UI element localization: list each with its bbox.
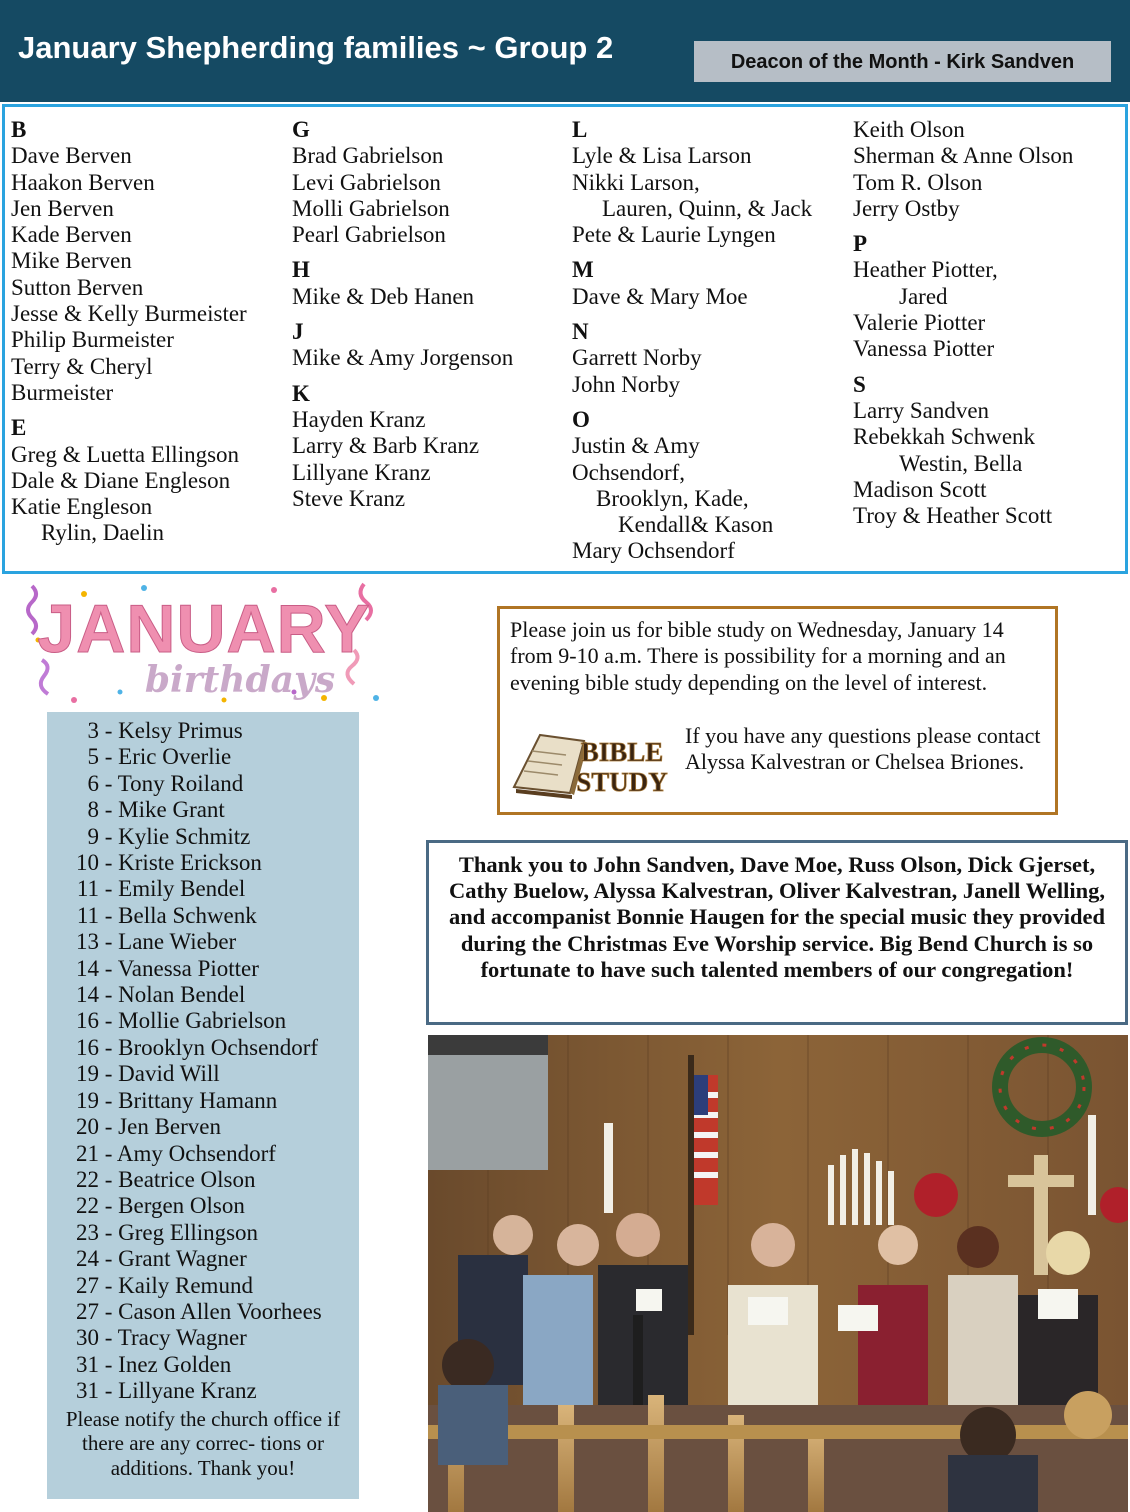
birthday-list-panel (47, 712, 359, 1499)
family-name: Lillyane Kranz (292, 459, 431, 485)
christmas-eve-singers-photo (428, 1035, 1128, 1512)
section-letter-g: G (292, 117, 310, 142)
birthday-name: - David Will (99, 1061, 220, 1087)
birthday-name: - Amy Ochsendorf (99, 1140, 276, 1166)
section-letter-k: K (292, 380, 310, 406)
family-name: Dale & Diane Engleson (11, 467, 231, 493)
birthday-list (47, 718, 359, 1405)
birthday-row (47, 1114, 359, 1140)
family-name-cont: Rylin, Daelin (41, 520, 165, 546)
family-name: Larry Sandven (853, 397, 990, 423)
birthday-row (47, 1378, 359, 1404)
birthday-day: 14 (76, 982, 99, 1008)
birthday-name: - Eric Overlie (99, 744, 232, 770)
section-letter-o: O (572, 406, 590, 432)
birthday-day: 10 (76, 850, 99, 876)
families-column-4 (853, 117, 1073, 529)
family-name: Nikki Larson, (572, 169, 700, 195)
birthday-name: - Lillyane Kranz (99, 1378, 257, 1404)
thank-you-box (426, 840, 1128, 1025)
family-name: Greg & Luetta Ellingson (11, 441, 240, 467)
birthday-row (47, 1008, 359, 1034)
family-list-e (11, 442, 247, 521)
birthday-name: - Kaily Remund (99, 1272, 253, 1298)
birthday-row (47, 929, 359, 955)
banner-subtitle: birthdays (144, 659, 336, 701)
birthday-name: - Mike Grant (99, 797, 225, 823)
birthday-day: 11 (76, 902, 99, 928)
family-name: Terry & Cheryl (11, 353, 153, 379)
birthday-day: 30 (76, 1325, 99, 1351)
family-name: Sutton Berven (11, 274, 144, 300)
birthday-day: 22 (76, 1193, 99, 1219)
family-name: Dave & Mary Moe (572, 283, 748, 309)
family-name: Heather Piotter, (853, 257, 998, 283)
section-letter-n: N (572, 319, 589, 345)
family-name: Pete & Laurie Lyngen (572, 222, 776, 248)
family-name: Mike & Amy Jorgenson (292, 345, 514, 371)
family-name: Sherman & Anne Olson (853, 143, 1074, 169)
birthday-row (47, 744, 359, 770)
bible-study-icon (510, 727, 672, 801)
thank-you-text: Thank you to John Sandven, Dave Moe, Russ Olson, Dick Gjerset, Cathy Buelow, Alyssa Kalvestran, Oliver Kalvestran, Janell Welling, and accompanist Bonnie Haugen for the special music they provided during the Christmas Eve Worship service. Big Bend Church is so fortunate to have such talented members of our congregation! (448, 852, 1106, 982)
family-name: Pearl Gabrielson (292, 222, 446, 248)
birthday-day: 3 (87, 718, 99, 743)
section-letter-j: J (292, 319, 304, 345)
family-name: Jen Berven (11, 195, 114, 221)
birthday-day: 20 (76, 1114, 99, 1140)
family-list-k (292, 407, 513, 512)
banner-title: JANUARY (37, 591, 371, 667)
family-list-h (292, 284, 513, 310)
section-letter-e: E (11, 415, 27, 441)
family-name: Philip Burmeister (11, 327, 174, 353)
birthday-day: 13 (76, 929, 99, 955)
birthday-note: Please notify the church office if there are any correc- tions or additions. Thank you! (65, 1406, 341, 1480)
birthday-row (47, 1246, 359, 1272)
birthday-name: - Bergen Olson (99, 1193, 245, 1219)
family-name: Vanessa Piotter (853, 336, 995, 362)
family-list-n (572, 345, 812, 398)
january-birthdays-banner (24, 580, 384, 710)
family-list-j (292, 345, 513, 371)
family-name-cont: Jared (899, 283, 948, 309)
family-name: Hayden Kranz (292, 406, 426, 432)
birthday-name: - Brooklyn Ochsendorf (99, 1034, 319, 1060)
family-name-cont: Lauren, Quinn, & Jack (602, 195, 813, 221)
header-banner (0, 0, 1130, 102)
birthday-day: 31 (76, 1378, 99, 1404)
birthday-row (47, 771, 359, 797)
birthday-day: 24 (76, 1246, 99, 1272)
families-column-1 (11, 117, 247, 547)
birthday-row (47, 903, 359, 929)
family-name: Dave Berven (11, 143, 132, 169)
birthday-row (47, 1061, 359, 1087)
birthday-day: 8 (87, 797, 99, 823)
family-name: Ochsendorf, (572, 459, 686, 485)
svg-text:STUDY: STUDY (576, 767, 668, 797)
family-name: Kade Berven (11, 222, 132, 248)
family-name: Jesse & Kelly Burmeister (11, 301, 247, 327)
birthday-name: - Tony Roiland (99, 770, 244, 796)
section-letter-l: L (572, 117, 588, 142)
birthday-day: 14 (76, 955, 99, 981)
family-name: Troy & Heather Scott (853, 503, 1053, 529)
birthday-row (47, 1088, 359, 1114)
page-title: January Shepherding families ~ Group 2 (18, 30, 614, 65)
family-name-cont: Kendall& Kason (618, 512, 774, 538)
family-name: Steve Kranz (292, 485, 406, 511)
family-name: Mary Ochsendorf (572, 538, 735, 564)
birthday-name: - Kelsy Primus (99, 718, 243, 743)
birthday-name: - Tracy Wagner (99, 1325, 247, 1351)
family-name: Burmeister (11, 379, 114, 405)
birthday-name: - Brittany Hamann (99, 1087, 278, 1113)
families-column-3 (572, 117, 812, 565)
birthday-day: 23 (76, 1219, 99, 1245)
birthday-row (47, 1325, 359, 1351)
family-name: Katie Engleson (11, 494, 153, 520)
birthday-day: 27 (76, 1272, 99, 1298)
birthday-day: 21 (76, 1140, 99, 1166)
family-list-o-cont (853, 117, 1073, 222)
family-name: Valerie Piotter (853, 310, 986, 336)
birthday-name: - Lane Wieber (99, 929, 237, 955)
birthday-name: - Cason Allen Voorhees (99, 1298, 322, 1324)
birthday-row (47, 797, 359, 823)
family-name: Garrett Norby (572, 345, 702, 371)
birthday-row (47, 1352, 359, 1378)
family-name: Jerry Ostby (853, 195, 960, 221)
family-name: Mike Berven (11, 248, 132, 274)
family-name: John Norby (572, 371, 680, 397)
birthday-day: 9 (87, 823, 99, 849)
bible-study-contact: If you have any questions please contact Alyssa Kalvestran or Chelsea Briones. (685, 723, 1041, 775)
svg-text:BIBLE: BIBLE (580, 737, 664, 767)
section-letter-m: M (572, 257, 594, 283)
family-name: Lyle & Lisa Larson (572, 143, 752, 169)
birthday-day: 19 (76, 1061, 99, 1087)
section-letter-s: S (853, 371, 866, 397)
family-name-cont: Westin, Bella (899, 450, 1023, 476)
birthday-row (47, 1167, 359, 1193)
family-list-b (11, 143, 247, 406)
family-list-m (572, 284, 812, 310)
family-name: Rebekkah Schwenk (853, 424, 1036, 450)
birthday-name: - Mollie Gabrielson (99, 1008, 287, 1034)
birthday-name: - Emily Bendel (99, 876, 246, 902)
birthday-name: - Kriste Erickson (99, 850, 262, 876)
family-name: Haakon Berven (11, 169, 155, 195)
birthday-day: 6 (87, 770, 99, 796)
birthday-row (47, 718, 359, 744)
birthday-name: - Jen Berven (99, 1114, 221, 1140)
shepherding-families-box (2, 104, 1128, 574)
birthday-row (47, 876, 359, 902)
birthday-day: 19 (76, 1087, 99, 1113)
family-name: Brad Gabrielson (292, 143, 444, 169)
birthday-row (47, 1035, 359, 1061)
families-column-2 (292, 117, 513, 512)
birthday-row (47, 850, 359, 876)
birthday-day: 11 (76, 876, 99, 902)
section-letter-p: P (853, 231, 868, 257)
birthday-row (47, 1299, 359, 1325)
bible-study-text: Please join us for bible study on Wednesday, January 14 from 9-10 a.m. There is possibility for a morning and an evening bible study depending on the level of interest. (510, 617, 1006, 695)
family-name: Madison Scott (853, 476, 987, 502)
family-name: Justin & Amy (572, 433, 700, 459)
birthday-name: - Beatrice Olson (99, 1166, 256, 1192)
birthday-name: - Inez Golden (99, 1351, 232, 1377)
family-list-g (292, 143, 513, 248)
birthday-row (47, 1141, 359, 1167)
birthday-name: - Kylie Schmitz (99, 823, 251, 849)
birthday-row (47, 982, 359, 1008)
birthday-row (47, 956, 359, 982)
family-name: Larry & Barb Kranz (292, 433, 480, 459)
birthday-day: 16 (76, 1034, 99, 1060)
birthday-name: - Nolan Bendel (99, 982, 246, 1008)
family-name: Levi Gabrielson (292, 169, 441, 195)
birthday-name: - Greg Ellingson (99, 1219, 259, 1245)
birthday-row (47, 1273, 359, 1299)
birthday-name: - Vanessa Piotter (99, 955, 259, 981)
birthday-day: 31 (76, 1351, 99, 1377)
family-name: Tom R. Olson (853, 169, 983, 195)
family-name-cont: Brooklyn, Kade, (596, 485, 749, 511)
birthday-day: 16 (76, 1008, 99, 1034)
bible-study-box (497, 606, 1058, 815)
confetti-graphic (24, 580, 384, 710)
birthday-day: 27 (76, 1298, 99, 1324)
birthday-row (47, 1193, 359, 1219)
birthday-name: - Grant Wagner (99, 1246, 247, 1272)
section-letter-b: B (11, 117, 27, 142)
section-letter-h: H (292, 257, 310, 283)
family-name: Keith Olson (853, 117, 965, 142)
birthday-day: 5 (87, 744, 99, 770)
birthday-name: - Bella Schwenk (99, 902, 257, 928)
deacon-of-month-label: Deacon of the Month - Kirk Sandven (694, 41, 1111, 82)
birthday-day: 22 (76, 1166, 99, 1192)
family-name: Mike & Deb Hanen (292, 283, 475, 309)
birthday-row (47, 1220, 359, 1246)
family-name: Molli Gabrielson (292, 195, 450, 221)
birthday-row (47, 824, 359, 850)
